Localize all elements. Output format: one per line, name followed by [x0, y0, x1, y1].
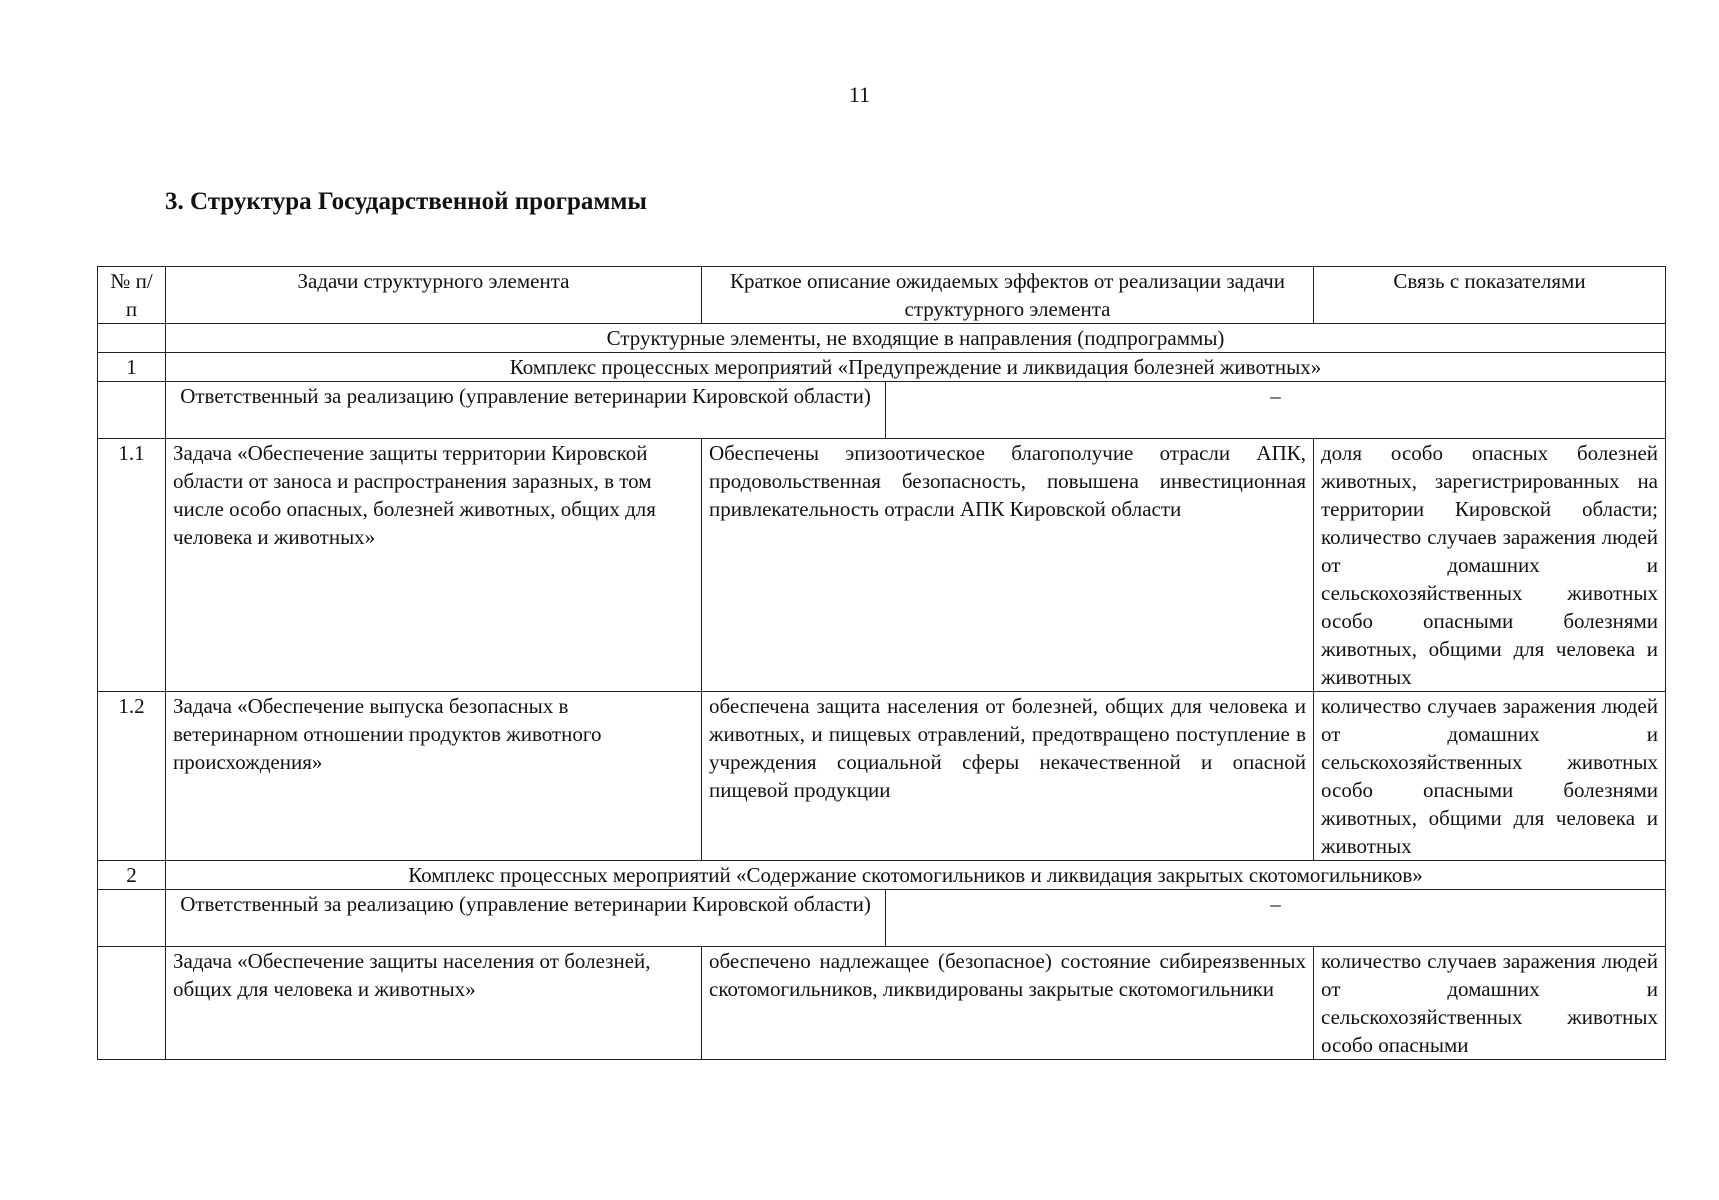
header-num: № п/п: [98, 267, 166, 324]
task-text: Задача «Обеспечение защиты населения от болезней, общих для человека и животных»: [166, 947, 702, 1060]
task-text: Задача «Обеспечение выпуска безопасных в ветеринарном отношении продуктов животного происхождения»: [166, 692, 702, 861]
table-header-row: [98, 267, 1666, 324]
responsible-cell: [166, 382, 1666, 439]
responsible-cell: [166, 890, 1666, 947]
responsible-dash: –: [1270, 384, 1281, 408]
header-tasks: Задачи структурного элемента: [166, 267, 702, 324]
complex-num: 2: [98, 861, 166, 890]
task-row: [98, 947, 1666, 1060]
section-row-title: Структурные элементы, не входящие в направления (подпрограммы): [166, 324, 1666, 353]
task-row: [98, 692, 1666, 861]
complex-row-2: [98, 861, 1666, 890]
section-row: [98, 324, 1666, 353]
responsible-row-2: [98, 890, 1666, 947]
task-num: [98, 947, 166, 1060]
task-indicators: количество случаев заражения людей от домашних и сельскохозяйственных животных особо опасными болезнями животных, общими для человека и животных: [1314, 692, 1666, 861]
header-link: Связь с показателями: [1314, 267, 1666, 324]
task-text: Задача «Обеспечение защиты территории Кировской области от заноса и распространения заразных, в том числе особо опасных, болезней животных, общих для человека и животных»: [166, 439, 702, 692]
task-num: 1.1: [98, 439, 166, 692]
responsible-text: Ответственный за реализацию (управление ветеринарии Кировской области): [166, 890, 886, 946]
section-title: 3. Структура Государственной программы: [165, 188, 647, 215]
complex-title: Комплекс процессных мероприятий «Предупреждение и ликвидация болезней животных»: [166, 353, 1666, 382]
task-indicators: количество случаев заражения людей от домашних и сельскохозяйственных животных особо опасными: [1314, 947, 1666, 1060]
responsible-dash: –: [1270, 892, 1281, 916]
page-number: 11: [848, 82, 871, 107]
responsible-row-1: [98, 382, 1666, 439]
task-row: [98, 439, 1666, 692]
complex-num: 1: [98, 353, 166, 382]
task-effect: Обеспечены эпизоотическое благополучие отрасли АПК, продовольственная безопасность, повышена инвестиционная привлекательность отрасли АПК Кировской области: [702, 439, 1314, 692]
complex-title: Комплекс процессных мероприятий «Содержание скотомогильников и ликвидация закрытых скотомогильников»: [166, 861, 1666, 890]
complex-row-1: [98, 353, 1666, 382]
responsible-text: Ответственный за реализацию (управление ветеринарии Кировской области): [166, 382, 886, 438]
responsible-num: [98, 382, 166, 439]
task-num: 1.2: [98, 692, 166, 861]
task-indicators: доля особо опасных болезней животных, зарегистрированных на территории Кировской области; количество случаев заражения людей от домашних и сельскохозяйственных животных особо опасными болезнями животных, общими для человека и животных: [1314, 439, 1666, 692]
header-effects: Краткое описание ожидаемых эффектов от реализации задачи структурного элемента: [702, 267, 1314, 324]
section-row-num: [98, 324, 166, 353]
structure-table: [97, 266, 1666, 1060]
task-effect: обеспечено надлежащее (безопасное) состояние сибиреязвенных скотомогильников, ликвидированы закрытые скотомогильники: [702, 947, 1314, 1060]
task-effect: обеспечена защита населения от болезней, общих для человека и животных, и пищевых отравлений, предотвращено поступление в учреждения социальной сферы некачественной и опасной пищевой продукции: [702, 692, 1314, 861]
responsible-num: [98, 890, 166, 947]
